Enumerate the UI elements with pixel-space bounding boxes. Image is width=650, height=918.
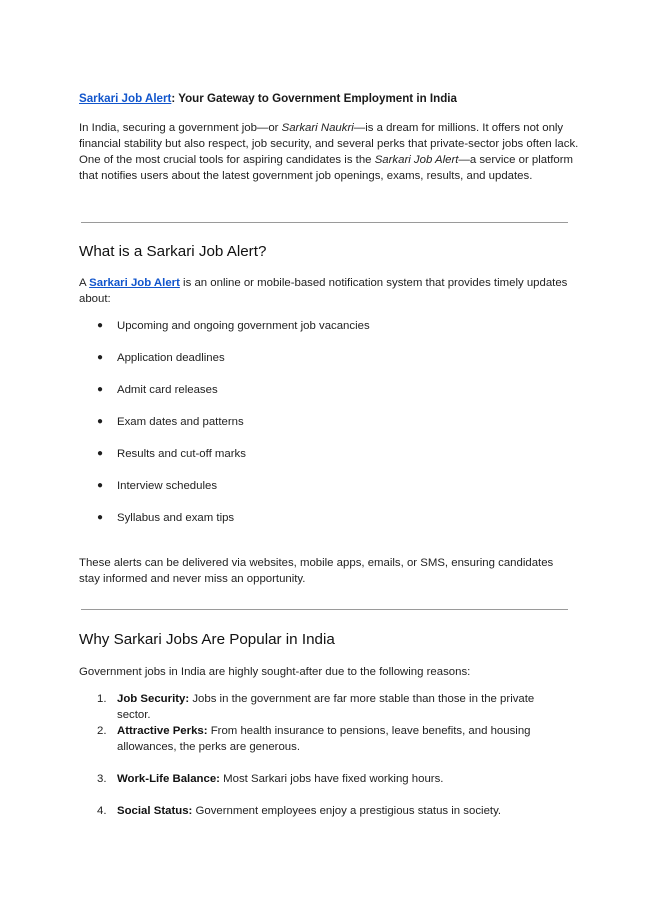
list-item-text: Application deadlines <box>117 352 225 364</box>
list-item <box>97 478 370 510</box>
list-item <box>97 382 370 414</box>
bullet-icon: ● <box>97 448 104 459</box>
list-item <box>97 318 370 350</box>
intro-italic-2: Sarkari Job Alert <box>374 154 459 166</box>
def-prefix: A <box>79 277 90 289</box>
def-rest: is an online or mobile-based notification system that provides timely updates about: <box>79 277 568 305</box>
delivery-paragraph: These alerts can be delivered via websites, mobile apps, emails, or SMS, ensuring candidates stay informed and never miss an opportunity. <box>79 557 554 585</box>
list-item <box>97 691 567 723</box>
list-number: 1. <box>97 693 107 705</box>
intro-text-1: In India, securing a government job—or <box>79 122 282 134</box>
list-item-text: Exam dates and patterns <box>117 416 244 428</box>
list-item <box>97 446 370 478</box>
list-item-text: Syllabus and exam tips <box>117 512 235 524</box>
bullet-icon: ● <box>97 480 104 491</box>
section-heading-why-popular: Why Sarkari Jobs Are Popular in India <box>79 631 335 648</box>
reasons-intro: Government jobs in India are highly sought-after due to the following reasons: <box>79 666 471 678</box>
reason-text: From health insurance to pensions, leave benefits, and housing allowances, the perks are generous. <box>117 725 531 753</box>
list-item <box>97 771 567 787</box>
list-item <box>97 803 567 819</box>
title-link[interactable]: Sarkari Job Alert <box>79 92 172 105</box>
definition-link[interactable]: Sarkari Job Alert <box>89 277 180 289</box>
divider-1 <box>81 222 568 223</box>
reason-label: Work-Life Balance: <box>117 773 220 785</box>
list-number: 3. <box>97 773 107 785</box>
list-item <box>97 414 370 446</box>
definition-paragraph <box>79 275 569 307</box>
list-number: 2. <box>97 725 107 737</box>
list-item-text: Upcoming and ongoing government job vacancies <box>117 320 370 332</box>
list-item-text: Results and cut-off marks <box>117 448 246 460</box>
reason-label: Social Status: <box>117 805 193 817</box>
title-text: : Your Gateway to Government Employment in India <box>171 92 457 105</box>
intro-text-2: —is a dream for millions. It offers not only financial stability but also respect, job security, and several perks that private-sector jobs often lack. One of the most crucial tools for aspiring candidates is the <box>79 122 579 166</box>
reason-label: Job Security: <box>117 693 190 705</box>
divider-2 <box>81 609 568 610</box>
reason-label: Attractive Perks: <box>117 725 208 737</box>
list-item-text: Interview schedules <box>117 480 218 492</box>
intro-text-3: —a service or platform that notifies users about the latest government job openings, exams, results, and updates. <box>79 154 574 182</box>
bullet-icon: ● <box>97 352 104 363</box>
bullet-icon: ● <box>97 384 104 395</box>
reasons-list <box>97 691 567 819</box>
bullet-icon: ● <box>97 512 104 523</box>
section-heading-what-is: What is a Sarkari Job Alert? <box>79 243 267 260</box>
alert-topics-list <box>97 318 370 542</box>
list-item <box>97 723 567 755</box>
reason-text: Jobs in the government are far more stable than those in the private sector. <box>117 693 535 721</box>
intro-paragraph <box>79 120 579 184</box>
reason-text: Government employees enjoy a prestigious status in society. <box>192 805 502 817</box>
bullet-icon: ● <box>97 416 104 427</box>
bullet-icon: ● <box>97 320 104 331</box>
list-item <box>97 350 370 382</box>
intro-italic-1: Sarkari Naukri <box>281 122 354 134</box>
reason-text: Most Sarkari jobs have fixed working hours. <box>219 773 444 785</box>
document-title <box>79 92 457 105</box>
list-number: 4. <box>97 805 107 817</box>
list-item-text: Admit card releases <box>117 384 218 396</box>
list-item <box>97 510 370 542</box>
